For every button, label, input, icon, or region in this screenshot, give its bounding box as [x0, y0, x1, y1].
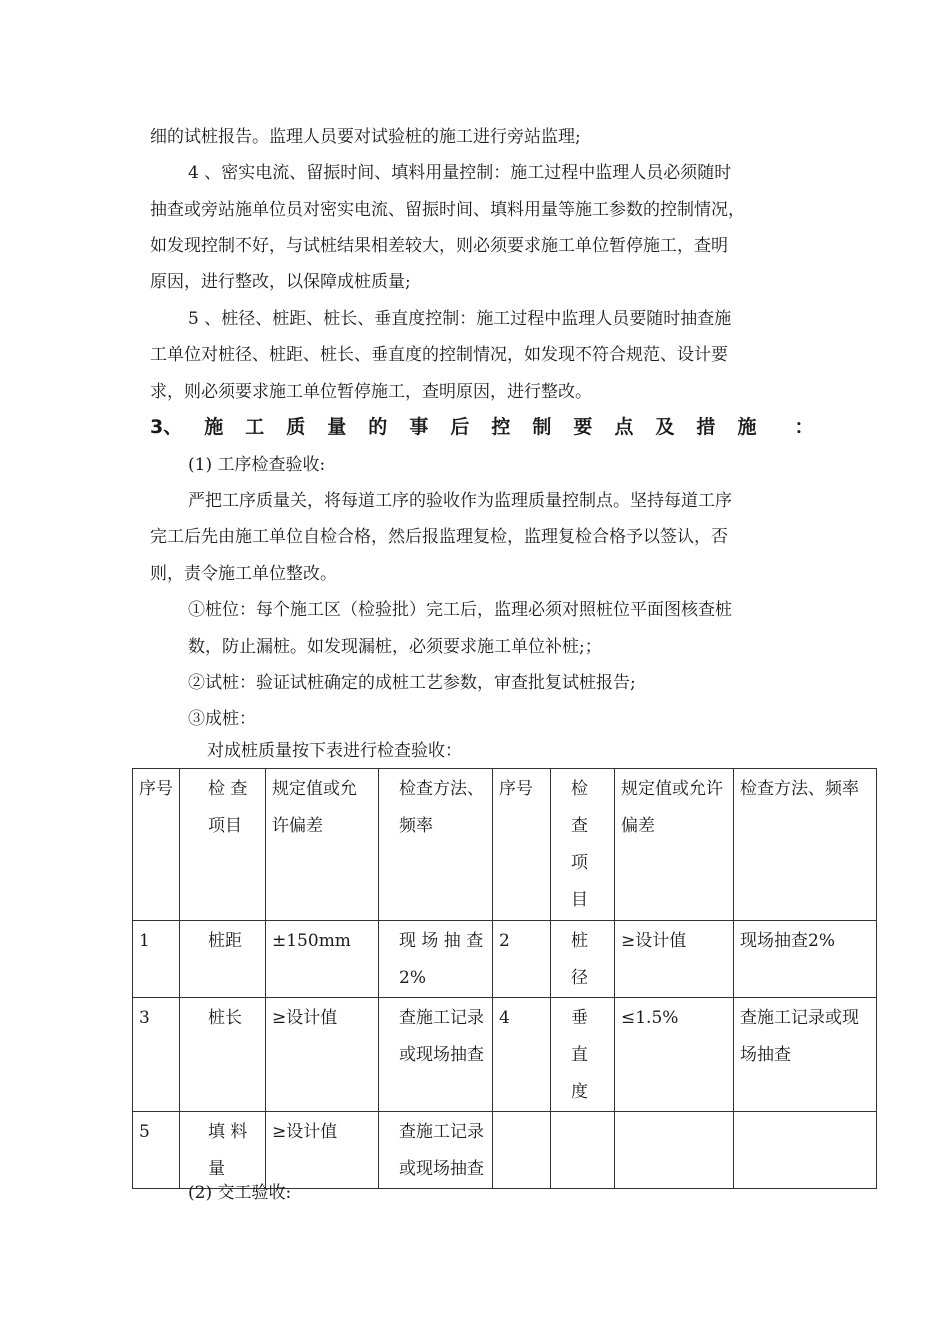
heading-char: ： [794, 416, 814, 438]
paragraph-line: 求，则必须要求施工单位暂停施工，查明原因，进行整改。 [150, 382, 592, 402]
paragraph-line: 则，责令施工单位整改。 [150, 564, 337, 584]
paragraph-line: 如发现控制不好，与试桩结果相差较大，则必须要求施工单位暂停施工，查明 [150, 236, 728, 256]
header-cell: 规定值或允许偏差 [266, 769, 379, 921]
table-cell [734, 1112, 877, 1189]
paragraph-line: 细的试桩报告。监理人员要对试验桩的施工进行旁站监理; [150, 127, 581, 147]
paragraph-line: 工单位对桩径、桩距、桩长、垂直度的控制情况，如发现不符合规范、设计要 [150, 345, 728, 365]
table-cell: 查施工记录或现场抽查 [734, 998, 877, 1112]
paragraph-line: ③成桩： [188, 709, 256, 729]
table-cell: 桩距 [180, 921, 266, 998]
table-cell: 1 [133, 921, 180, 998]
section-heading [150, 416, 835, 438]
heading-char: 及 [655, 416, 675, 438]
table-cell: ±150mm [266, 921, 379, 998]
heading-char: 措 [696, 416, 716, 438]
heading-char: 3、 [150, 416, 183, 438]
heading-char: 点 [614, 416, 634, 438]
table-header-row [133, 769, 877, 921]
table-cell: 桩径 [551, 921, 615, 998]
table-cell: 查施工记录或现场抽查 [379, 998, 493, 1112]
heading-char: 控 [491, 416, 511, 438]
subsection-title: (1) 工序检查验收: [188, 455, 326, 475]
table-cell: ≥设计值 [266, 998, 379, 1112]
paragraph-line: 严把工序质量关，将每道工序的验收作为监理质量控制点。坚持每道工序 [188, 491, 732, 511]
heading-char: 质 [286, 416, 306, 438]
paragraph-line: ①桩位：每个施工区（检验批）完工后，监理必须对照桩位平面图核查桩 [188, 600, 732, 620]
paragraph-line: 数，防止漏桩。如发现漏桩，必须要求施工单位补桩;； [188, 637, 602, 657]
paragraph-line: 原因，进行整改，以保障成桩质量; [150, 272, 411, 292]
paragraph-line: 5 、桩径、桩距、桩长、垂直度控制：施工过程中监理人员要随时抽查施 [188, 309, 732, 329]
table-cell [493, 1112, 551, 1189]
header-cell: 检查方法、频率 [379, 769, 493, 921]
table-cell: ≥设计值 [615, 921, 734, 998]
heading-char: 施 [737, 416, 757, 438]
heading-char: 量 [327, 416, 347, 438]
paragraph-line: ②试桩：验证试桩确定的成桩工艺参数，审查批复试桩报告; [188, 673, 636, 693]
header-cell: 检 查 项目 [180, 769, 266, 921]
table-cell: 3 [133, 998, 180, 1112]
heading-char: 后 [450, 416, 470, 438]
table-caption: 对成桩质量按下表进行检查验收： [207, 741, 462, 761]
table-cell: 5 [133, 1112, 180, 1189]
header-cell: 序号 [493, 769, 551, 921]
heading-char: 制 [532, 416, 552, 438]
table-cell: 填 料 量 [180, 1112, 266, 1189]
table-cell: 桩长 [180, 998, 266, 1112]
paragraph-line: 抽查或旁站施单位员对密实电流、留振时间、填料用量等施工参数的控制情况， [150, 200, 745, 220]
table-cell: ≥设计值 [266, 1112, 379, 1189]
table-cell: 4 [493, 998, 551, 1112]
table-cell [615, 1112, 734, 1189]
header-cell: 检查方法、频率 [734, 769, 877, 921]
table-cell: 现场抽查2% [734, 921, 877, 998]
table-row [133, 921, 877, 998]
paragraph-line: 4 、密实电流、留振时间、填料用量控制：施工过程中监理人员必须随时 [188, 163, 732, 183]
header-cell: 规定值或允许偏差 [615, 769, 734, 921]
table-cell: 2 [493, 921, 551, 998]
table-cell: 现 场 抽 查 2% [379, 921, 493, 998]
subsection-title: (2) 交工验收: [188, 1183, 292, 1203]
header-cell: 检查项目 [551, 769, 615, 921]
table-row [133, 1112, 877, 1189]
heading-char: 施 [204, 416, 224, 438]
table-cell: ≤1.5% [615, 998, 734, 1112]
header-cell: 序号 [133, 769, 180, 921]
heading-char: 的 [368, 416, 388, 438]
table-cell: 垂直度 [551, 998, 615, 1112]
table-row [133, 998, 877, 1112]
paragraph-line: 完工后先由施工单位自检合格，然后报监理复检，监理复检合格予以签认，否 [150, 527, 728, 547]
heading-char: 事 [409, 416, 429, 438]
table-cell: 查施工记录或现场抽查 [379, 1112, 493, 1189]
table-cell [551, 1112, 615, 1189]
heading-char: 工 [245, 416, 265, 438]
heading-char: 要 [573, 416, 593, 438]
inspection-table [132, 768, 877, 1189]
